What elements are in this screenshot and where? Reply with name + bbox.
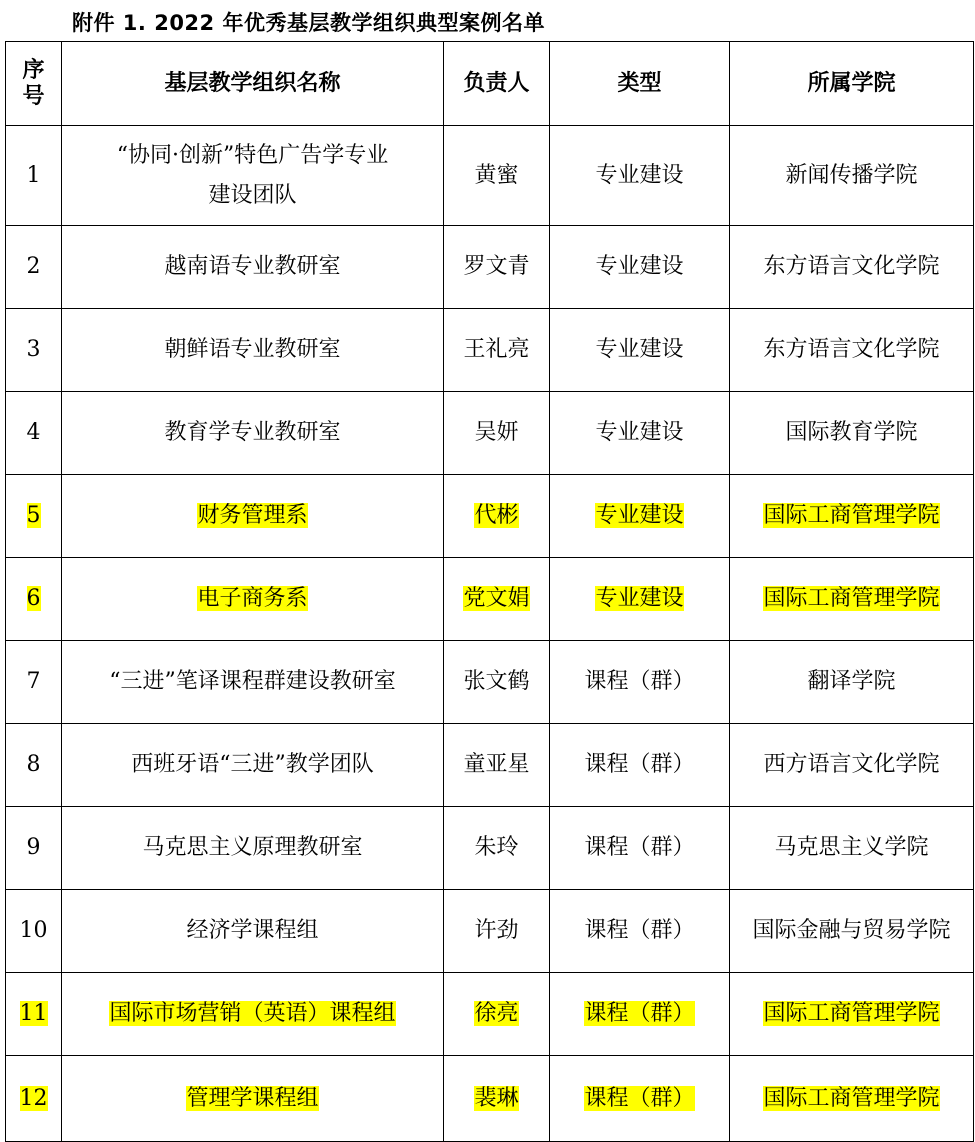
cell-college <box>730 807 974 890</box>
seq-text: 4 <box>26 420 41 445</box>
type-text: 课程（群） <box>584 1085 695 1111</box>
cell-type <box>550 392 730 475</box>
college-text: 新闻传播学院 <box>785 162 918 188</box>
header-name: 基层教学组织名称 <box>62 42 444 126</box>
name-text: 电子商务系 <box>197 586 308 611</box>
cell-type <box>550 309 730 392</box>
name-text: 马克思主义原理教研室 <box>142 835 363 860</box>
name-line1: “协同·创新”特色广告学专业 <box>116 142 389 168</box>
cell-type <box>550 641 730 724</box>
cell-type <box>550 890 730 973</box>
table-row <box>6 392 974 475</box>
cell-name <box>62 724 444 807</box>
table-row <box>6 226 974 309</box>
table-row <box>6 309 974 392</box>
name-text: “三进”笔译课程群建设教研室 <box>109 669 396 694</box>
seq-text: 11 <box>19 1001 48 1026</box>
table-row <box>6 126 974 226</box>
cell-seq <box>6 973 62 1056</box>
table-row <box>6 807 974 890</box>
cell-leader <box>444 558 550 641</box>
header-seq-line1: 序 <box>22 57 45 83</box>
leader-text: 朱玲 <box>474 835 519 860</box>
cell-leader <box>444 724 550 807</box>
cell-seq <box>6 558 62 641</box>
type-text: 课程（群） <box>584 918 695 943</box>
cell-seq <box>6 309 62 392</box>
cell-type <box>550 973 730 1056</box>
cell-type <box>550 1056 730 1142</box>
name-line2: 建设团队 <box>208 182 297 208</box>
college-text: 国际工商管理学院 <box>763 1001 940 1026</box>
cell-college <box>730 641 974 724</box>
cell-type <box>550 724 730 807</box>
table-row <box>6 724 974 807</box>
cell-name <box>62 558 444 641</box>
leader-text: 吴妍 <box>474 420 519 445</box>
cell-leader <box>444 475 550 558</box>
header-seq <box>6 42 62 126</box>
college-text: 东方语言文化学院 <box>763 254 940 279</box>
type-text: 课程（群） <box>584 669 695 694</box>
cell-seq <box>6 641 62 724</box>
seq-text: 10 <box>19 918 48 943</box>
cell-name <box>62 392 444 475</box>
cell-college <box>730 724 974 807</box>
cell-leader <box>444 126 550 226</box>
cell-leader <box>444 1056 550 1142</box>
type-text: 专业建设 <box>595 337 684 362</box>
header-college: 所属学院 <box>730 42 974 126</box>
type-text: 课程（群） <box>584 835 695 860</box>
cell-name <box>62 309 444 392</box>
cell-college <box>730 475 974 558</box>
table-row-highlighted <box>6 558 974 641</box>
cell-name <box>62 126 444 226</box>
college-text: 国际教育学院 <box>785 420 918 445</box>
leader-text: 裴琳 <box>474 1085 519 1111</box>
type-text: 专业建设 <box>595 586 684 611</box>
cell-name <box>62 226 444 309</box>
cell-leader <box>444 973 550 1056</box>
cell-type <box>550 558 730 641</box>
cell-leader <box>444 807 550 890</box>
name-text: 越南语专业教研室 <box>164 254 341 279</box>
cell-seq <box>6 126 62 226</box>
cell-seq <box>6 475 62 558</box>
name-text: 教育学专业教研室 <box>164 420 341 445</box>
college-text: 国际工商管理学院 <box>763 503 940 528</box>
case-list-table <box>5 41 974 1142</box>
cell-leader <box>444 309 550 392</box>
leader-text: 徐亮 <box>474 1001 519 1026</box>
cell-seq <box>6 807 62 890</box>
seq-text: 6 <box>26 586 41 611</box>
leader-text: 童亚星 <box>463 752 530 777</box>
college-text: 西方语言文化学院 <box>763 752 940 777</box>
leader-text: 张文鹤 <box>463 669 530 694</box>
leader-text: 黄蜜 <box>474 162 519 188</box>
cell-name <box>62 641 444 724</box>
header-leader: 负责人 <box>444 42 550 126</box>
cell-name <box>62 807 444 890</box>
seq-text: 7 <box>26 669 41 694</box>
cell-leader <box>444 226 550 309</box>
cell-college <box>730 1056 974 1142</box>
cell-seq <box>6 226 62 309</box>
name-text: 朝鲜语专业教研室 <box>164 337 341 362</box>
type-text: 专业建设 <box>595 162 684 188</box>
type-text: 课程（群） <box>584 752 695 777</box>
cell-type <box>550 126 730 226</box>
leader-text: 许劲 <box>474 918 519 943</box>
cell-college <box>730 226 974 309</box>
leader-text: 罗文青 <box>463 254 530 279</box>
table-row <box>6 890 974 973</box>
cell-type <box>550 807 730 890</box>
header-type: 类型 <box>550 42 730 126</box>
table-row-highlighted <box>6 1056 974 1142</box>
college-text: 翻译学院 <box>807 669 896 694</box>
cell-name <box>62 475 444 558</box>
name-text: 西班牙语“三进”教学团队 <box>131 752 374 777</box>
cell-leader <box>444 890 550 973</box>
cell-seq <box>6 1056 62 1142</box>
document-title: 附件 1. 2022 年优秀基层教学组织典型案例名单 <box>72 11 545 35</box>
cell-seq <box>6 724 62 807</box>
type-text: 专业建设 <box>595 503 684 528</box>
cell-name <box>62 890 444 973</box>
leader-text: 王礼亮 <box>463 337 530 362</box>
type-text: 专业建设 <box>595 254 684 279</box>
name-text: 经济学课程组 <box>186 918 319 943</box>
cell-seq <box>6 392 62 475</box>
name-text: 国际市场营销（英语）课程组 <box>109 1001 396 1026</box>
seq-text: 9 <box>26 835 41 860</box>
college-text: 马克思主义学院 <box>774 835 929 860</box>
cell-name <box>62 1056 444 1142</box>
type-text: 专业建设 <box>595 420 684 445</box>
cell-type <box>550 475 730 558</box>
cell-college <box>730 973 974 1056</box>
college-text: 国际金融与贸易学院 <box>752 918 951 943</box>
cell-seq <box>6 890 62 973</box>
table-row-highlighted <box>6 973 974 1056</box>
table-header-row <box>6 42 974 126</box>
seq-text: 1 <box>26 162 41 188</box>
leader-text: 代彬 <box>474 503 519 528</box>
table-row-highlighted <box>6 475 974 558</box>
seq-text: 8 <box>26 752 41 777</box>
college-text: 国际工商管理学院 <box>763 586 940 611</box>
seq-text: 12 <box>19 1085 48 1111</box>
cell-leader <box>444 392 550 475</box>
cell-type <box>550 226 730 309</box>
college-text: 东方语言文化学院 <box>763 337 940 362</box>
cell-college <box>730 309 974 392</box>
name-text: 管理学课程组 <box>186 1085 319 1111</box>
table-row <box>6 641 974 724</box>
leader-text: 党文娟 <box>463 586 530 611</box>
seq-text: 2 <box>26 254 41 279</box>
cell-college <box>730 392 974 475</box>
cell-leader <box>444 641 550 724</box>
seq-text: 5 <box>26 503 41 528</box>
name-text: 财务管理系 <box>197 503 308 528</box>
cell-college <box>730 126 974 226</box>
seq-text: 3 <box>26 337 41 362</box>
cell-college <box>730 558 974 641</box>
header-seq-line2: 号 <box>22 83 45 109</box>
college-text: 国际工商管理学院 <box>763 1085 940 1111</box>
type-text: 课程（群） <box>584 1001 695 1026</box>
cell-name <box>62 973 444 1056</box>
cell-college <box>730 890 974 973</box>
